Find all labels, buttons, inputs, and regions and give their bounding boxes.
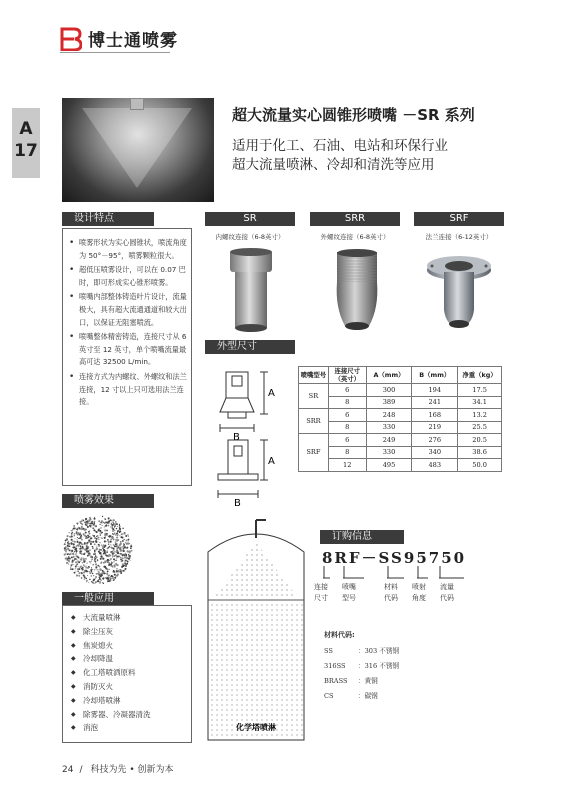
dimension-drawing-threaded xyxy=(212,362,292,446)
subtitle-line-1: 适用于化工、石油、电站和环保行业 xyxy=(232,138,448,154)
table-row: SR 6 300 194 17.5 xyxy=(299,384,502,397)
material-item: 316SS ：316 不锈钢 xyxy=(324,662,400,670)
spec-table xyxy=(298,366,502,472)
footer-slogan: 科技为先 • 创新为本 xyxy=(90,765,174,775)
product-srr-desc: 外螺纹连接（6-8英寸） xyxy=(320,233,390,241)
model-cell: SRR xyxy=(299,409,329,434)
table-row: SRF 6 249 276 20.5 xyxy=(299,434,502,447)
hero-spray-photo xyxy=(62,98,214,202)
page-number: 24 xyxy=(62,765,74,775)
subtitle-line-2: 超大流量喷淋、冷却和清洗等应用 xyxy=(232,157,435,173)
brand-mark-icon xyxy=(60,27,82,51)
product-srf-desc: 法兰连接（6-12英寸） xyxy=(425,233,493,241)
application-item: ◆ 除雾器、冷凝器清洗 xyxy=(71,708,187,722)
feature-item: • 连接方式为内螺纹、外螺纹和法兰连接，12 寸以上只可选用法兰连接。 xyxy=(69,371,187,409)
feature-item: • 超低压喷雾设计，可以在 0.07 巴时，即可形成实心锥形喷雾。 xyxy=(69,264,187,289)
product-srr-image xyxy=(331,248,383,336)
spray-effect-image xyxy=(62,512,134,588)
applications-heading: 一般应用 xyxy=(62,592,154,606)
product-srr-heading: SRR xyxy=(310,212,400,226)
application-item: ◆ 冷却降温 xyxy=(71,652,187,666)
code-label: 流量 代码 xyxy=(440,583,454,602)
product-srf-heading: SRF xyxy=(414,212,504,226)
feature-item: • 喷嘴内部整体铸造叶片设计，流量极大，具有超大流通通道和较大出口，以保证无阻塞喷流。 xyxy=(69,291,187,329)
model-cell: SR xyxy=(299,384,329,409)
product-srf-image xyxy=(424,250,494,338)
material-item: CS ：碳钢 xyxy=(324,692,378,700)
table-row: 8 330 219 25.5 xyxy=(299,421,502,434)
application-item: ◆ 消泡 xyxy=(71,721,187,735)
tower-illustration xyxy=(200,518,312,758)
applications-box xyxy=(62,605,192,743)
page-title: 超大流量实心圆锥形喷嘴 －SR 系列 xyxy=(232,106,475,124)
brand-name: 博士通喷雾 xyxy=(88,31,178,51)
effect-heading: 喷雾效果 xyxy=(62,494,154,508)
code-label: 材料 代码 xyxy=(384,583,398,602)
product-sr-heading: SR xyxy=(205,212,295,226)
dim-b-label: B xyxy=(234,498,241,508)
order-code: 8RF－SS95750 xyxy=(322,549,467,567)
order-code-brackets xyxy=(322,564,472,582)
table-row: SRR 6 248 168 13.2 xyxy=(299,409,502,422)
brand-logo xyxy=(60,26,178,51)
col-header: 喷嘴型号 xyxy=(299,367,329,384)
code-label: 连接 尺寸 xyxy=(314,583,328,602)
product-sr-image xyxy=(226,248,276,336)
dim-a-label: A xyxy=(268,388,275,399)
application-item: ◆ 消防灭火 xyxy=(71,680,187,694)
col-header: B（mm） xyxy=(412,367,458,384)
dim-a-label: A xyxy=(268,456,275,467)
materials-list xyxy=(324,644,399,704)
tower-caption: 化学塔喷淋 xyxy=(236,723,276,732)
material-item: SS ：303 不锈钢 xyxy=(324,647,400,655)
code-label: 喷嘴 型号 xyxy=(342,583,356,602)
application-item: ◆ 除尘压灰 xyxy=(71,625,187,639)
order-heading: 订购信息 xyxy=(320,530,404,544)
col-header: A（mm） xyxy=(366,367,412,384)
section-letter: A xyxy=(19,119,33,139)
features-box xyxy=(62,228,192,486)
table-row: 8 330 340 38.6 xyxy=(299,446,502,459)
table-row: 8 389 241 34.1 xyxy=(299,396,502,409)
col-header: 净重（kg） xyxy=(458,367,502,384)
dimension-drawing-flanged xyxy=(212,436,292,512)
page-subtitle xyxy=(232,137,448,175)
section-tab xyxy=(12,108,40,178)
feature-item: • 喷雾形状为实心圆锥状，喷流角度为 50°－95°，喷雾颗粒很大。 xyxy=(69,237,187,262)
application-item: ◆ 焦炭熄火 xyxy=(71,639,187,653)
table-row: 12 495 483 50.0 xyxy=(299,459,502,472)
dimensions-heading: 外型尺寸 xyxy=(205,340,295,354)
materials-title: 材料代码: xyxy=(324,631,355,639)
feature-item: • 喷嘴整体精密铸造，连接尺寸从 6 英寸至 12 英寸，单个喷嘴流量最高可达 32500 L/min。 xyxy=(69,331,187,369)
section-number: 17 xyxy=(14,141,38,161)
material-item: BRASS ：黄铜 xyxy=(324,677,378,685)
features-heading: 设计特点 xyxy=(62,212,154,226)
application-item: ◆ 大流量喷淋 xyxy=(71,611,187,625)
product-sr-desc: 内螺纹连接（6-8英寸） xyxy=(215,233,285,241)
code-label: 喷射 角度 xyxy=(412,583,426,602)
application-item: ◆ 冷却塔喷淋 xyxy=(71,694,187,708)
logo-divider xyxy=(60,52,170,53)
model-cell: SRF xyxy=(299,434,329,472)
application-item: ◆ 化工塔喷洒原料 xyxy=(71,666,187,680)
col-header: 连接尺寸（英寸） xyxy=(328,367,366,384)
page-footer: 24 / 科技为先 • 创新为本 xyxy=(62,765,174,775)
dim-b-label: B xyxy=(233,432,240,442)
